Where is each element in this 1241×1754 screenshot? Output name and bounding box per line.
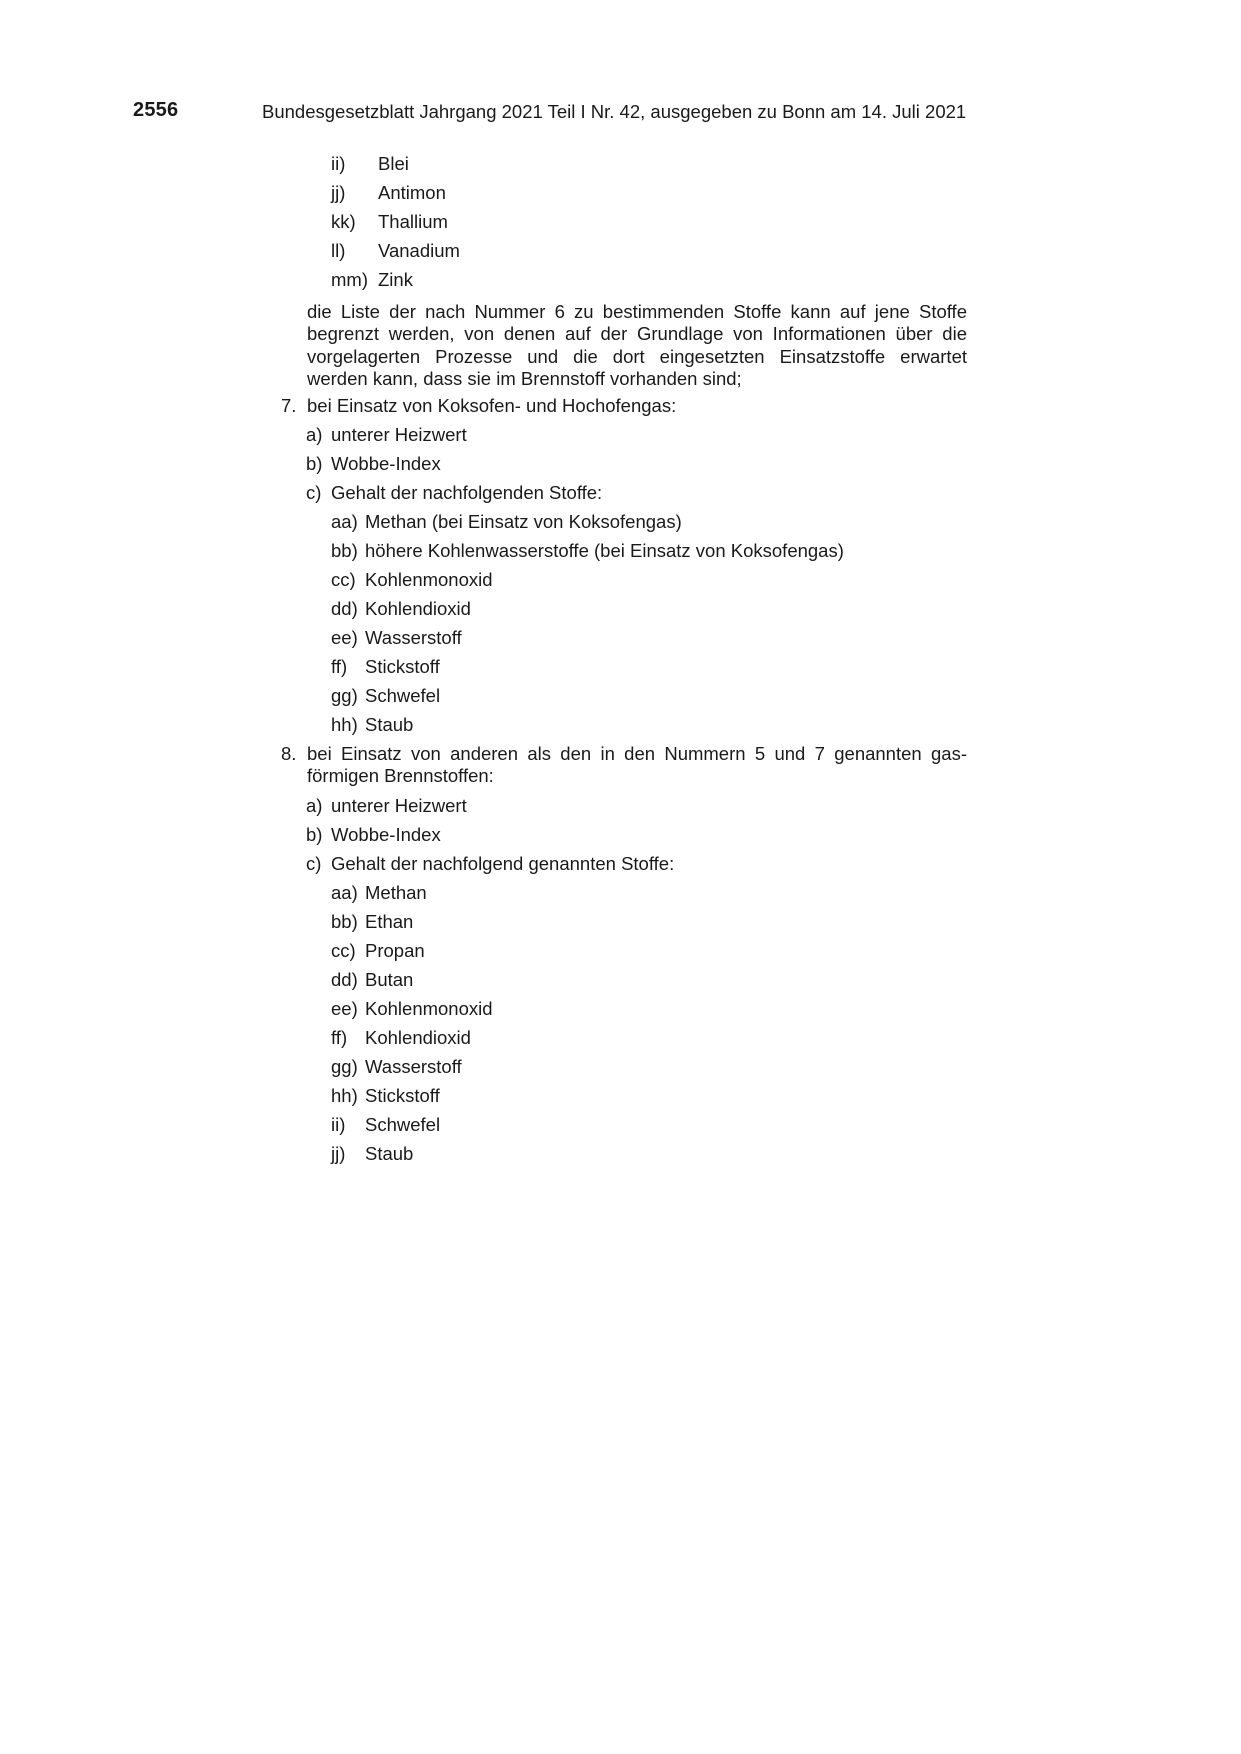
running-head: Bundesgesetzblatt Jahrgang 2021 Teil I Nr. 42, ausgegeben zu Bonn am 14. Juli 2021 bbox=[262, 101, 967, 122]
sub-item-text: Gehalt der nachfolgend genannten Stoffe: bbox=[331, 853, 675, 874]
substance-text: Schwefel bbox=[365, 1114, 441, 1135]
substance-label: hh) bbox=[331, 1085, 358, 1106]
substance-text: Staub bbox=[365, 714, 414, 735]
sub-item-text: unterer Heizwert bbox=[331, 424, 467, 445]
substance-label: ee) bbox=[331, 627, 358, 648]
substance-text: Stickstoff bbox=[365, 656, 440, 677]
sub-item-text: Wobbe-Index bbox=[331, 453, 441, 474]
list-label: ll) bbox=[331, 240, 346, 261]
substance-label: gg) bbox=[331, 685, 358, 706]
list-text: Antimon bbox=[378, 182, 446, 203]
paragraph-line: die Liste der nach Nummer 6 zu bestimmenden Stoffe kann auf jene Stoffe bbox=[307, 301, 967, 322]
paragraph-line: begrenzt werden, von denen auf der Grundlage von Informationen über die bbox=[307, 323, 967, 345]
sub-item-text: Gehalt der nachfolgenden Stoffe: bbox=[331, 482, 603, 503]
item-text-line: förmigen Brennstoffen: bbox=[307, 765, 494, 786]
sub-item-text: unterer Heizwert bbox=[331, 795, 467, 816]
substance-label: bb) bbox=[331, 540, 358, 561]
closing-paragraph bbox=[307, 301, 967, 390]
sub-item-text: Wobbe-Index bbox=[331, 824, 441, 845]
item-number: 8. bbox=[281, 743, 297, 764]
substance-label: gg) bbox=[331, 1056, 358, 1077]
substance-label: hh) bbox=[331, 714, 358, 735]
substance-text: Kohlenmonoxid bbox=[365, 569, 493, 590]
substance-label: ff) bbox=[331, 656, 348, 677]
substance-label: dd) bbox=[331, 598, 358, 619]
paragraph-line: vorgelagerten Prozesse und die dort eingesetzten Einsatzstoffe erwartet bbox=[307, 345, 967, 367]
substance-text: Kohlendioxid bbox=[365, 598, 471, 619]
sub-item-label: b) bbox=[306, 824, 323, 845]
substance-label: ee) bbox=[331, 998, 358, 1019]
substance-text: Schwefel bbox=[365, 685, 441, 706]
substance-label: aa) bbox=[331, 511, 358, 532]
substance-text: Stickstoff bbox=[365, 1085, 440, 1106]
list-text: Vanadium bbox=[378, 240, 460, 261]
substance-label: ff) bbox=[331, 1027, 348, 1048]
item-text-line: bei Einsatz von anderen als den in den Nummern 5 und 7 genannten gas- bbox=[307, 743, 967, 764]
substance-label: bb) bbox=[331, 911, 358, 932]
substance-label: aa) bbox=[331, 882, 358, 903]
sub-item-label: c) bbox=[306, 853, 322, 874]
sub-item-label: a) bbox=[306, 795, 323, 816]
list-label: mm) bbox=[331, 269, 368, 290]
sub-item-label: a) bbox=[306, 424, 323, 445]
substance-text: Wasserstoff bbox=[365, 1056, 462, 1077]
item-text: bei Einsatz von Koksofen- und Hochofengas: bbox=[307, 395, 677, 416]
paragraph-line: werden kann, dass sie im Brennstoff vorhanden sind; bbox=[307, 367, 742, 389]
list-text: Zink bbox=[378, 269, 413, 290]
list-text: Thallium bbox=[378, 211, 448, 232]
substance-text: Kohlendioxid bbox=[365, 1027, 471, 1048]
substance-text: Butan bbox=[365, 969, 414, 990]
substance-text: Methan (bei Einsatz von Koksofengas) bbox=[365, 511, 682, 532]
substance-label: dd) bbox=[331, 969, 358, 990]
list-label: kk) bbox=[331, 211, 356, 232]
substance-text: höhere Kohlenwasserstoffe (bei Einsatz von Koksofengas) bbox=[365, 540, 844, 561]
substance-text: Staub bbox=[365, 1143, 414, 1164]
substance-text: Wasserstoff bbox=[365, 627, 462, 648]
substance-text: Methan bbox=[365, 882, 427, 903]
list-text: Blei bbox=[378, 153, 409, 174]
substance-text: Kohlenmonoxid bbox=[365, 998, 493, 1019]
substance-label: cc) bbox=[331, 569, 356, 590]
page-number: 2556 bbox=[133, 99, 179, 121]
sub-item-label: b) bbox=[306, 453, 323, 474]
sub-item-label: c) bbox=[306, 482, 322, 503]
substance-text: Ethan bbox=[365, 911, 414, 932]
substance-label: cc) bbox=[331, 940, 356, 961]
item-number: 7. bbox=[281, 395, 297, 416]
list-label: ii) bbox=[331, 153, 346, 174]
list-label: jj) bbox=[331, 182, 346, 203]
substance-text: Propan bbox=[365, 940, 425, 961]
substance-label: jj) bbox=[331, 1143, 346, 1164]
substance-label: ii) bbox=[331, 1114, 346, 1135]
